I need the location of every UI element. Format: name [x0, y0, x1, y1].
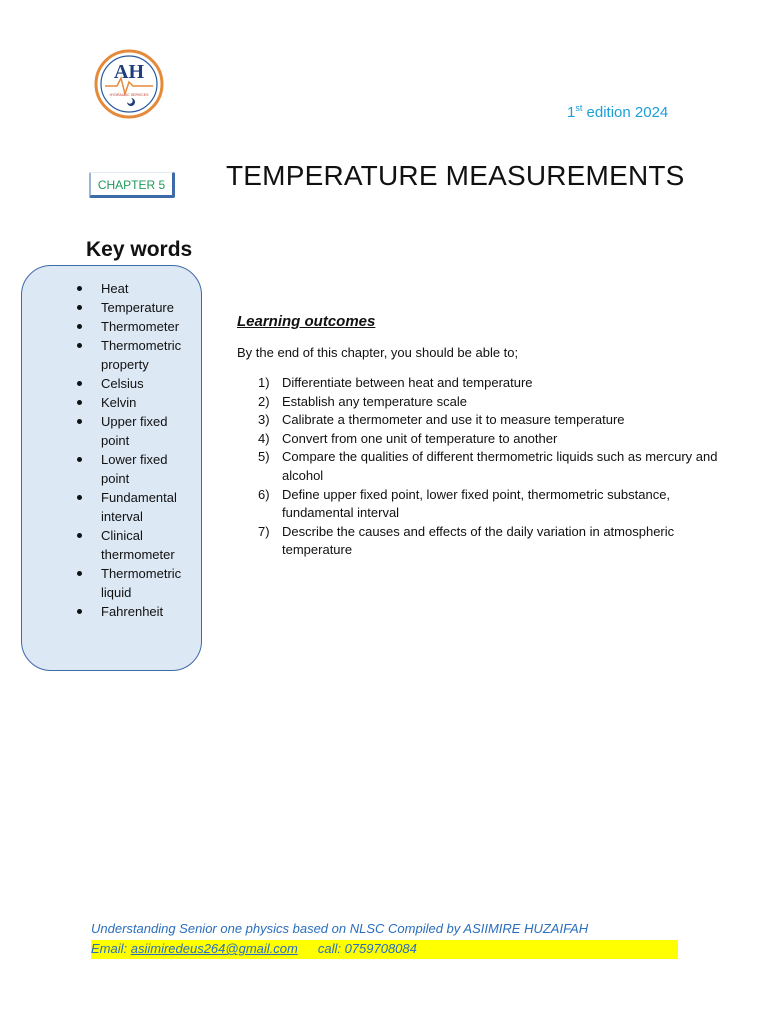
key-words-box: [21, 265, 202, 671]
bullet-icon: [77, 571, 82, 576]
bullet-icon: [77, 305, 82, 310]
learning-outcomes-list: [258, 374, 728, 560]
edition-label: [567, 103, 668, 121]
key-word-item: [22, 412, 182, 450]
logo-emblem: [93, 48, 165, 120]
key-word-text: Thermometric property: [101, 338, 182, 372]
key-word-text: Kelvin: [101, 395, 137, 410]
key-word-item: [22, 317, 182, 336]
bullet-icon: [77, 495, 82, 500]
email-label: Email:: [91, 941, 131, 956]
key-word-text: Lower fixed point: [101, 452, 168, 486]
bullet-icon: [77, 343, 82, 348]
key-words-list: [22, 279, 182, 621]
learning-outcomes-heading: Learning outcomes: [237, 313, 376, 330]
learning-outcome-item: [258, 448, 728, 485]
outcome-text: Calibrate a thermometer and use it to measure temperature: [282, 412, 625, 428]
outcome-number: 7): [258, 523, 270, 539]
outcome-text: Describe the causes and effects of the daily variation in atmospheric temperature: [282, 523, 675, 558]
key-word-item: [22, 336, 182, 374]
outcome-text: Compare the qualities of different thermometric liquids such as mercury and alcohol: [282, 449, 718, 483]
footer-contact: [91, 940, 678, 959]
learning-outcome-item: [258, 411, 728, 430]
key-word-item: [22, 279, 182, 298]
key-words-heading: Key words: [86, 238, 193, 261]
learning-outcome-item: [258, 430, 728, 449]
key-word-text: Thermometric liquid: [101, 566, 182, 600]
page-title: TEMPERATURE MEASUREMENTS: [226, 160, 685, 191]
key-word-text: Temperature: [101, 300, 174, 315]
bullet-icon: [77, 457, 82, 462]
key-word-item: [22, 450, 182, 488]
outcome-text: Define upper fixed point, lower fixed point, thermometric substance, fundamental interval: [282, 486, 671, 521]
edition-ordinal: st: [575, 103, 583, 113]
key-word-item: [22, 602, 182, 621]
learning-outcome-item: [258, 523, 728, 560]
bullet-icon: [77, 400, 82, 405]
outcome-number: 1): [258, 375, 270, 390]
author-logo: [93, 48, 165, 120]
key-word-text: Fahrenheit: [101, 604, 164, 619]
edition-number: 1: [567, 104, 576, 121]
key-word-item: [22, 488, 182, 526]
outcome-text: Convert from one unit of temperature to another: [282, 430, 558, 446]
key-word-item: [22, 298, 182, 317]
learning-outcome-item: [258, 393, 728, 412]
key-word-text: Thermometer: [101, 319, 180, 334]
outcome-number: 4): [258, 430, 270, 446]
bullet-icon: [77, 609, 82, 614]
learning-outcomes-intro: By the end of this chapter, you should be able to;: [237, 345, 519, 360]
logo-text: AH: [114, 61, 144, 83]
outcome-number: 3): [258, 412, 270, 428]
key-word-text: Celsius: [101, 376, 144, 391]
outcome-number: 2): [258, 393, 270, 409]
bullet-icon: [77, 381, 82, 386]
key-word-item: [22, 564, 182, 602]
footer-credit: Understanding Senior one physics based on NLSC Compiled by ASIIMIRE HUZAIFAH: [91, 921, 589, 936]
key-word-item: [22, 374, 182, 393]
learning-outcome-item: [258, 486, 728, 523]
learning-outcome-item: [258, 374, 728, 393]
outcome-text: Establish any temperature scale: [282, 393, 467, 409]
key-word-text: Fundamental interval: [101, 490, 177, 524]
email-link[interactable]: asiimiredeus264@gmail.com: [130, 941, 298, 956]
key-word-text: Upper fixed point: [101, 414, 168, 448]
logo-subtext: HYDRAULIC SERVICES: [109, 93, 149, 97]
key-word-item: [22, 526, 182, 564]
bullet-icon: [77, 324, 82, 329]
phone-number: call: 0759708084: [317, 941, 417, 956]
key-word-text: Heat: [101, 281, 129, 296]
outcome-text: Differentiate between heat and temperature: [282, 375, 533, 390]
key-word-text: Clinical thermometer: [101, 528, 175, 562]
outcome-number: 5): [258, 449, 270, 465]
bullet-icon: [77, 419, 82, 424]
edition-year: edition 2024: [582, 104, 669, 121]
outcome-number: 6): [258, 486, 270, 502]
bullet-icon: [77, 533, 82, 538]
chapter-badge: CHAPTER 5: [89, 172, 175, 198]
bullet-icon: [77, 286, 82, 291]
key-word-item: [22, 393, 182, 412]
